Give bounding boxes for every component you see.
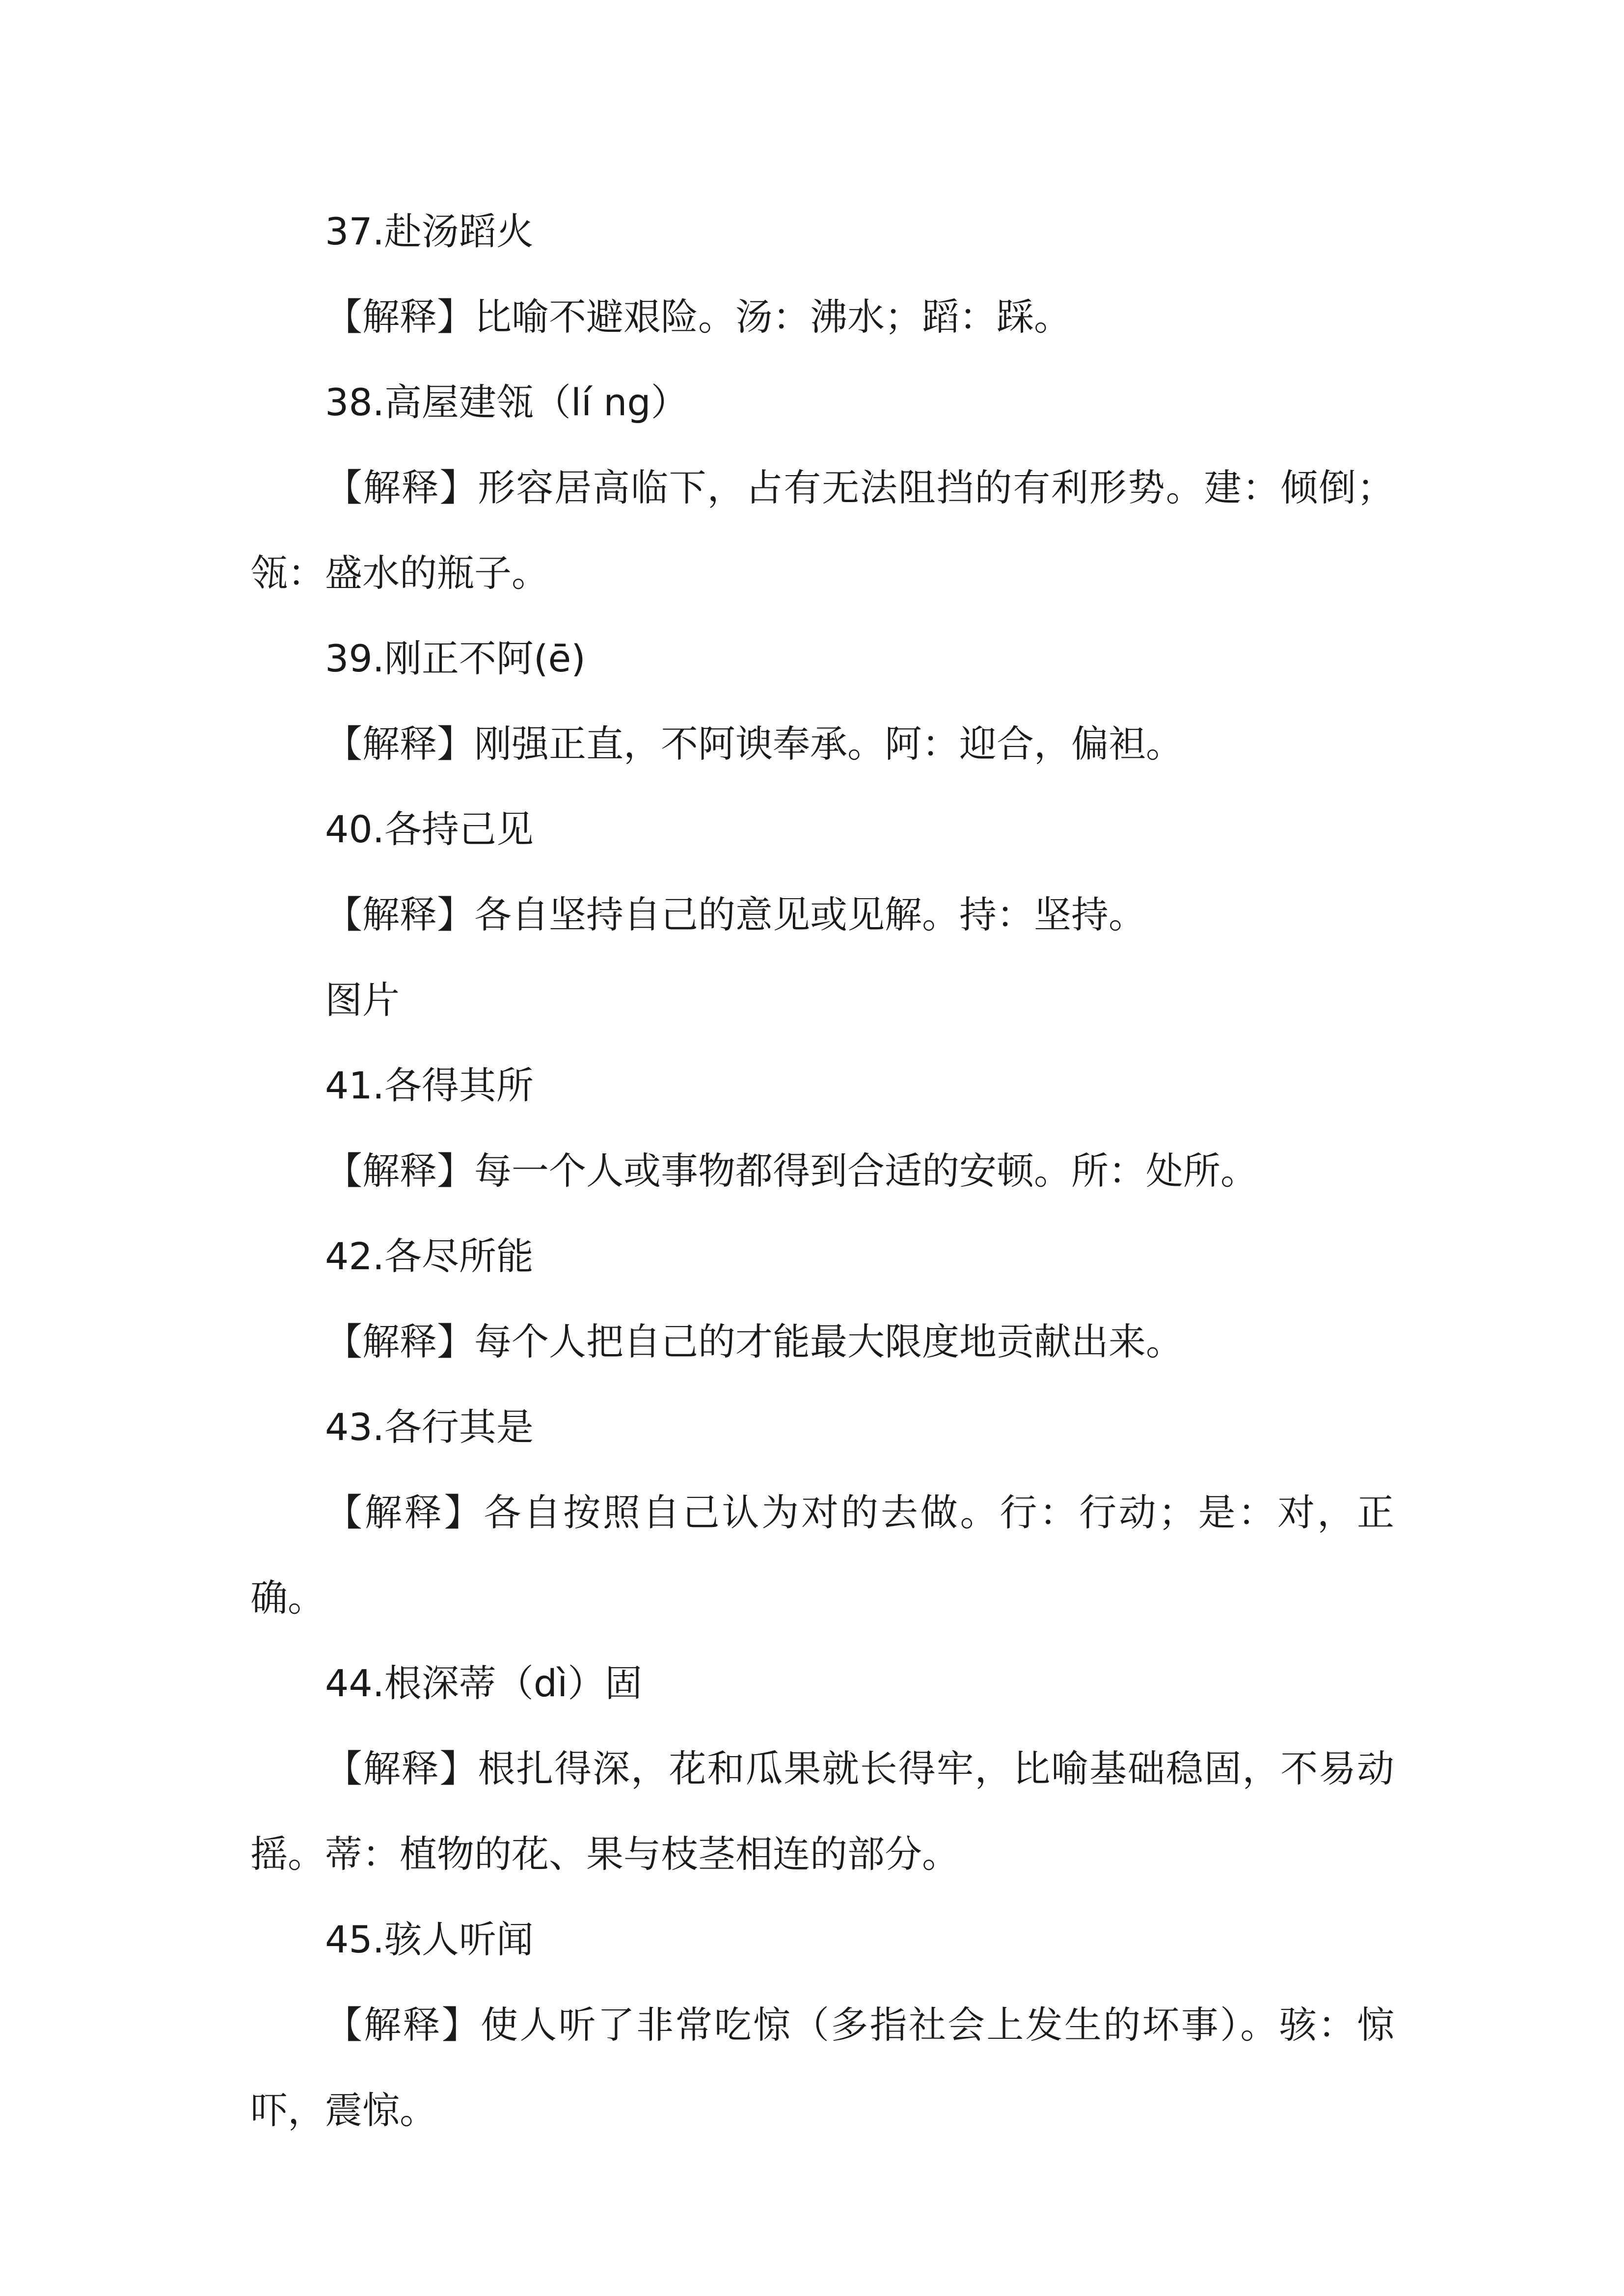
idiom-explanation-38: 【解释】形容居高临下，占有无法阻挡的有利形势。建：倾倒；瓴：盛水的瓶子。	[250, 466, 1394, 595]
idiom-explanation-40: 【解释】各自坚持自己的意见或见解。持：坚持。	[325, 893, 1146, 936]
idiom-title-39: 39.刚正不阿(ē)	[325, 637, 586, 680]
idiom-explanation-44: 【解释】根扎得深，花和瓜果就长得牢，比喻基础稳固，不易动摇。蒂：植物的花、果与枝茎相连的部分。	[250, 1747, 1394, 1876]
idiom-title-42: 42.各尽所能	[325, 1234, 534, 1278]
idiom-title-40: 40.各持己见	[325, 807, 534, 851]
idiom-explanation-45: 【解释】使人听了非常吃惊（多指社会上发生的坏事）。骇：惊吓，震惊。	[250, 2003, 1394, 2132]
idiom-explanation-37: 【解释】比喻不避艰险。汤：沸水；蹈：踩。	[325, 295, 1071, 339]
idiom-title-37: 37.赴汤蹈火	[325, 210, 534, 253]
idiom-explanation-43: 【解释】各自按照自己认为对的去做。行：行动；是：对，正确。	[250, 1491, 1394, 1620]
idiom-explanation-41: 【解释】每一个人或事物都得到合适的安顿。所：处所。	[325, 1149, 1258, 1193]
idiom-title-44: 44.根深蒂（dì）固	[325, 1661, 643, 1705]
document-body	[250, 189, 1394, 2153]
idiom-title-38: 38.高屋建瓴（lí ng）	[325, 380, 688, 424]
image-placeholder-text: 图片	[325, 978, 400, 1022]
idiom-title-45: 45.骇人听闻	[325, 1918, 534, 1961]
idiom-explanation-42: 【解释】每个人把自己的才能最大限度地贡献出来。	[325, 1320, 1183, 1363]
idiom-title-41: 41.各得其所	[325, 1064, 534, 1107]
idiom-explanation-39: 【解释】刚强正直，不阿谀奉承。阿：迎合，偏袒。	[325, 722, 1183, 766]
idiom-title-43: 43.各行其是	[325, 1405, 534, 1449]
